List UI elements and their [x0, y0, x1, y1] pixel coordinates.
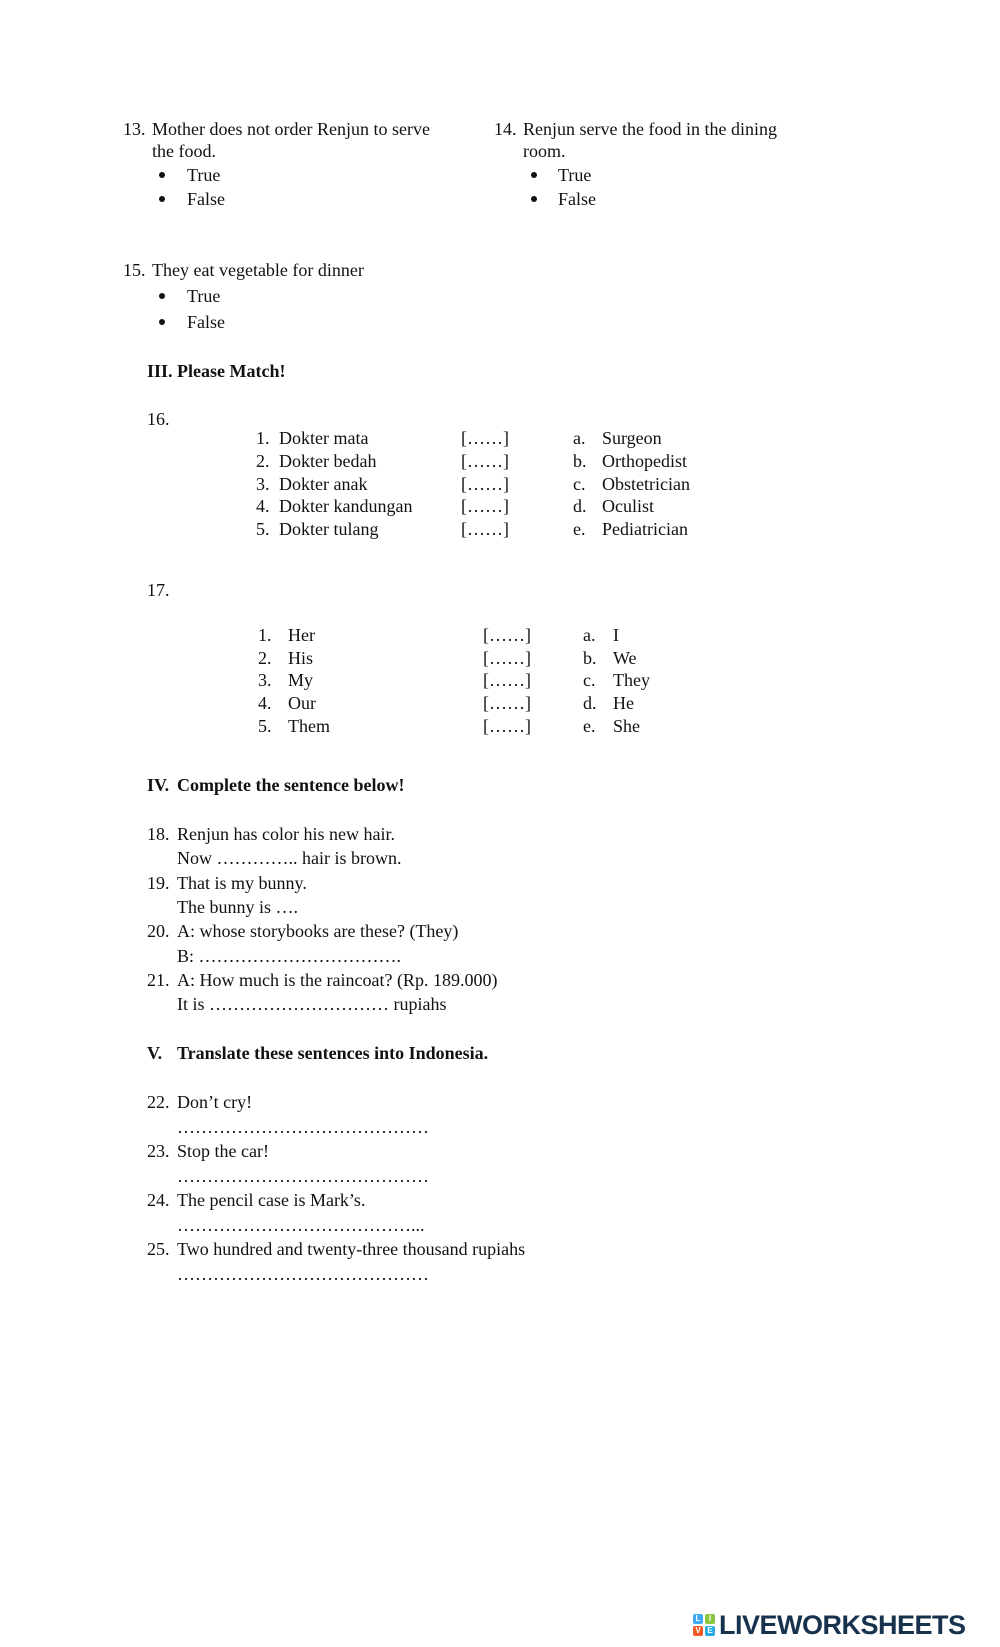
answer-line[interactable]: …………………………………… — [177, 1117, 429, 1137]
section-title: Please Match! — [177, 361, 286, 381]
question-text: Don’t cry! — [177, 1092, 253, 1112]
question-number: 13. — [123, 119, 146, 139]
option-false[interactable]: False — [187, 189, 225, 209]
option-letter: a. — [583, 625, 596, 645]
question-text: Two hundred and twenty-three thousand rupiahs — [177, 1239, 526, 1259]
option-letter: c. — [573, 474, 586, 494]
row-number: 2. — [256, 451, 270, 471]
row-number: 1. — [256, 428, 270, 448]
row-number: 5. — [258, 716, 272, 736]
option-true[interactable]: True — [558, 165, 592, 185]
answer-line[interactable]: …………………………………… — [177, 1166, 429, 1186]
question-text: A: How much is the raincoat? (Rp. 189.000) — [177, 970, 498, 990]
logo-text: LIVEWORKSHEETS — [719, 1609, 966, 1640]
logo-tile: V — [693, 1626, 703, 1636]
section-number: III. — [147, 361, 173, 381]
option-letter: d. — [573, 496, 587, 516]
answer-blank[interactable]: [……] — [483, 670, 531, 690]
match-answer: I — [613, 625, 619, 645]
match-term: My — [288, 670, 314, 690]
option-letter: c. — [583, 670, 596, 690]
match-answer: Orthopedist — [602, 451, 687, 471]
answer-blank[interactable]: [……] — [461, 451, 509, 471]
bullet-icon — [531, 172, 537, 178]
match-term: Dokter mata — [279, 428, 369, 448]
question-number: 15. — [123, 260, 146, 280]
option-letter: a. — [573, 428, 586, 448]
answer-blank[interactable]: [……] — [461, 474, 509, 494]
answer-line[interactable]: The bunny is …. — [177, 897, 298, 917]
answer-blank[interactable]: [……] — [483, 625, 531, 645]
row-number: 3. — [258, 670, 272, 690]
question-text: That is my bunny. — [177, 873, 307, 893]
question-number: 16. — [147, 409, 170, 429]
question-text: A: whose storybooks are these? (They) — [177, 921, 459, 941]
answer-blank[interactable]: [……] — [461, 428, 509, 448]
bullet-icon — [159, 196, 165, 202]
question-number: 22. — [147, 1092, 170, 1112]
question-number: 21. — [147, 970, 170, 990]
bullet-icon — [159, 293, 165, 299]
answer-blank[interactable]: [……] — [483, 648, 531, 668]
match-term: Our — [288, 693, 316, 713]
answer-line[interactable]: Now ………….. hair is brown. — [177, 848, 402, 868]
match-term: Dokter anak — [279, 474, 368, 494]
row-number: 5. — [256, 519, 270, 539]
answer-blank[interactable]: [……] — [461, 519, 509, 539]
question-text: Stop the car! — [177, 1141, 269, 1161]
match-answer: Oculist — [602, 496, 654, 516]
answer-blank[interactable]: [……] — [461, 496, 509, 516]
row-number: 2. — [258, 648, 272, 668]
answer-blank[interactable]: [……] — [483, 716, 531, 736]
question-number: 20. — [147, 921, 170, 941]
row-number: 3. — [256, 474, 270, 494]
question-text: Renjun has color his new hair. — [177, 824, 395, 844]
section-number: V. — [147, 1043, 163, 1063]
answer-line[interactable]: It is ………………………… rupiahs — [177, 994, 447, 1014]
match-term: Her — [288, 625, 315, 645]
match-answer: She — [613, 716, 640, 736]
match-answer: They — [613, 670, 650, 690]
section-number: IV. — [147, 775, 170, 795]
row-number: 1. — [258, 625, 272, 645]
question-text: Renjun serve the food in the dining — [523, 119, 777, 139]
option-letter: d. — [583, 693, 597, 713]
question-number: 23. — [147, 1141, 170, 1161]
question-number: 18. — [147, 824, 170, 844]
logo-tile: E — [705, 1626, 715, 1636]
logo-mark-icon — [693, 1614, 715, 1636]
question-number: 24. — [147, 1190, 170, 1210]
liveworksheets-logo[interactable] — [693, 1610, 966, 1640]
match-answer: Obstetrician — [602, 474, 690, 494]
question-number: 14. — [494, 119, 517, 139]
logo-tile: L — [693, 1614, 703, 1624]
option-true[interactable]: True — [187, 165, 221, 185]
answer-blank[interactable]: [……] — [483, 693, 531, 713]
question-text: room. — [523, 141, 566, 161]
question-text: They eat vegetable for dinner — [152, 260, 364, 280]
match-term: His — [288, 648, 314, 668]
option-true[interactable]: True — [187, 286, 221, 306]
match-term: Dokter tulang — [279, 519, 379, 539]
match-answer: Pediatrician — [602, 519, 688, 539]
match-answer: Surgeon — [602, 428, 662, 448]
option-letter: e. — [573, 519, 586, 539]
question-text: Mother does not order Renjun to serve — [152, 119, 430, 139]
answer-line[interactable]: B: ……………………………. — [177, 946, 402, 966]
option-false[interactable]: False — [187, 312, 225, 332]
logo-tile: I — [705, 1614, 715, 1624]
section-title: Complete the sentence below! — [177, 775, 405, 795]
question-number: 25. — [147, 1239, 170, 1259]
answer-line[interactable]: …………………………………... — [177, 1215, 425, 1235]
bullet-icon — [159, 319, 165, 325]
match-term: Dokter bedah — [279, 451, 377, 471]
section-title: Translate these sentences into Indonesia. — [177, 1043, 489, 1063]
question-text: the food. — [152, 141, 216, 161]
row-number: 4. — [258, 693, 272, 713]
question-text: The pencil case is Mark’s. — [177, 1190, 366, 1210]
question-number: 19. — [147, 873, 170, 893]
answer-line[interactable]: …………………………………… — [177, 1264, 429, 1284]
match-term: Dokter kandungan — [279, 496, 413, 516]
option-false[interactable]: False — [558, 189, 596, 209]
bullet-icon — [159, 172, 165, 178]
match-answer: He — [613, 693, 634, 713]
match-answer: We — [613, 648, 637, 668]
question-number: 17. — [147, 580, 170, 600]
option-letter: b. — [573, 451, 587, 471]
option-letter: b. — [583, 648, 597, 668]
row-number: 4. — [256, 496, 270, 516]
bullet-icon — [531, 196, 537, 202]
match-term: Them — [288, 716, 330, 736]
option-letter: e. — [583, 716, 596, 736]
